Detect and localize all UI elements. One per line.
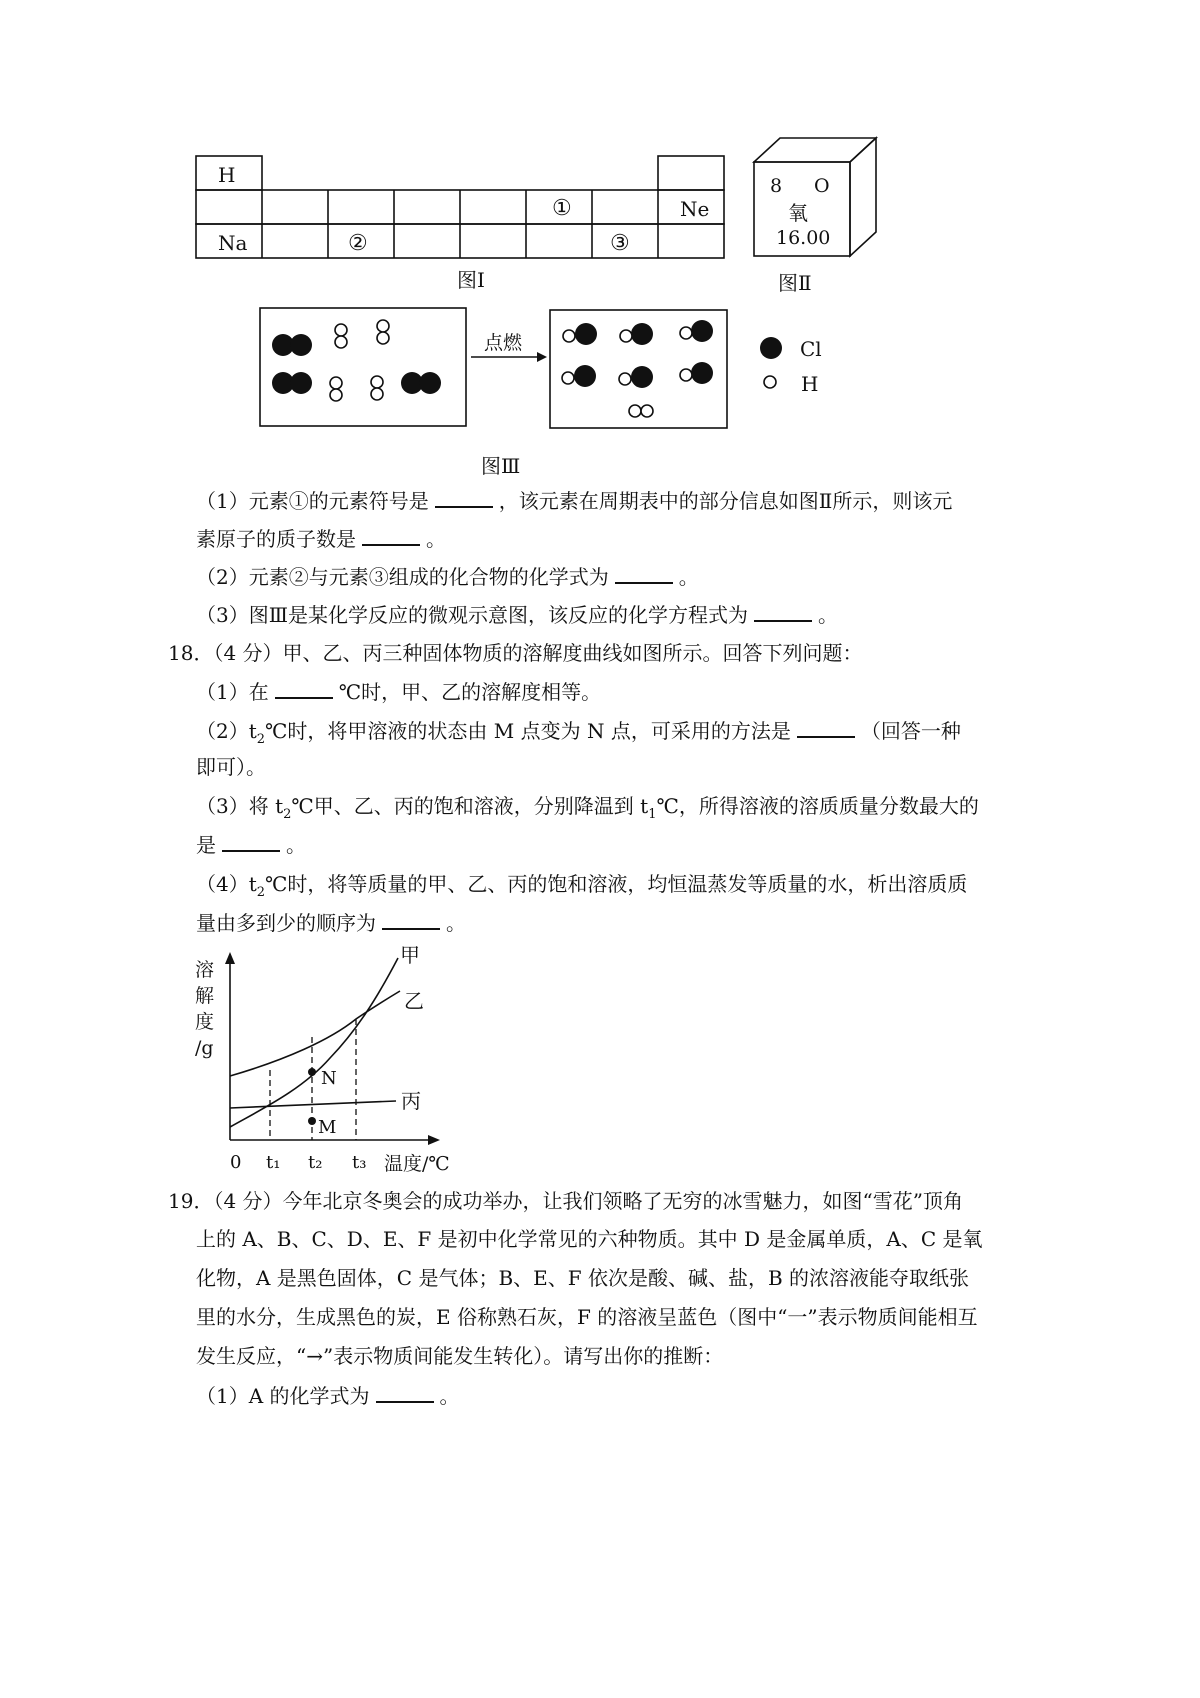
cell-na: Na	[218, 231, 248, 255]
q19-line2: 上的 A、B、C、D、E、F 是初中化学常见的六种物质。其中 D 是金属单质，A、C 是氧	[196, 1227, 983, 1251]
y-axis-arrow-icon	[225, 952, 235, 964]
x-tick-labels	[230, 1152, 366, 1173]
cell-circled-2: ②	[348, 231, 368, 256]
point-M	[308, 1117, 316, 1125]
q18-part2-line2: 即可）。	[196, 755, 266, 779]
arrow-label: 点燃	[484, 332, 523, 354]
solubility-chart	[190, 940, 490, 1180]
legend-h-icon	[764, 376, 776, 388]
q18-part3-line1: （3）将 $t_2℃$甲、乙、丙的饱和溶液，分别降温到 $t_1℃$，所得溶液的溶质质量分数最大的	[196, 794, 979, 822]
legend-cl-label: Cl	[800, 337, 822, 361]
q18-part1: （1）在 ℃时，甲、乙的溶解度相等。	[196, 680, 602, 704]
q19-line4: 里的水分，生成黑色的炭，E 俗称熟石灰，F 的溶液呈蓝色（图中“一”表示物质间能相互	[196, 1305, 978, 1329]
cell-circled-3: ③	[610, 231, 630, 256]
q18-blank-4[interactable]	[382, 910, 440, 930]
q17-part1-line1: （1）元素①的元素符号是 ，该元素在周期表中的部分信息如图Ⅱ所示，则该元	[196, 489, 953, 513]
y-label-char-0: 溶	[195, 959, 215, 981]
q18-part4-line2: 量由多到少的顺序为 。	[196, 911, 466, 935]
q17-blank-2[interactable]	[362, 526, 420, 546]
q17-blank-4[interactable]	[754, 602, 812, 622]
cl2-molecules	[272, 334, 441, 394]
element-number: 8	[770, 175, 783, 197]
q18-blank-3[interactable]	[222, 832, 280, 852]
cell-circled-1: ①	[552, 196, 572, 221]
y-axis-label	[195, 959, 214, 1059]
series-bing-line	[230, 1101, 396, 1108]
curves	[230, 943, 424, 1127]
cell-ne: Ne	[680, 197, 710, 221]
q17-part1-line2: 素原子的质子数是 。	[196, 527, 446, 551]
q18-part4-line1: $(4)t_2℃$时，将等质量的甲、乙、丙的饱和溶液，均恒温蒸发等质量的水，析出溶质质	[196, 872, 968, 900]
x-tick-0: 0	[230, 1152, 242, 1173]
q18-blank-1[interactable]	[275, 679, 333, 699]
hcl-molecules	[562, 320, 713, 417]
chart-axes	[230, 960, 432, 1140]
q19-blank-1[interactable]	[376, 1383, 434, 1403]
x-axis-arrow-icon	[428, 1135, 440, 1145]
q17-part3: （3）图Ⅲ是某化学反应的微观示意图，该反应的化学方程式为 。	[196, 603, 839, 627]
q19-part1: （1）A 的化学式为 。	[196, 1384, 460, 1408]
point-label-M: M	[318, 1117, 337, 1138]
x-tick-3: t₃	[352, 1152, 367, 1173]
y-label-char-2: 度	[195, 1011, 215, 1033]
x-tick-1: t₁	[266, 1152, 281, 1173]
figure-2-element-cube	[748, 132, 888, 298]
y-label-char-1: 解	[195, 985, 215, 1007]
series-yi-curve	[230, 991, 400, 1076]
series-label-0: 甲	[400, 943, 420, 967]
point-label-N: N	[321, 1068, 337, 1089]
figure-1-periodic-table	[190, 150, 735, 300]
q18-part3-line2: 是 。	[196, 833, 306, 857]
q17-part2: （2）元素②与元素③组成的化合物的化学式为 。	[196, 565, 699, 589]
q18-stem: 18．（4 分）甲、乙、丙三种固体物质的溶解度曲线如图所示。回答下列问题：	[168, 641, 863, 665]
q17-blank-3[interactable]	[615, 564, 673, 584]
element-symbol: O	[814, 175, 830, 197]
series-label-1: 乙	[404, 989, 424, 1013]
q19-line5: 发生反应，“→”表示物质间能发生转化）。请写出你的推断：	[196, 1344, 724, 1368]
y-label-char-3: /g	[195, 1037, 214, 1059]
q17-blank-1[interactable]	[435, 488, 493, 508]
element-name: 氧	[788, 201, 808, 225]
figure-3-reaction-diagram	[255, 305, 855, 483]
figure-3-caption: 图Ⅲ	[481, 454, 521, 478]
legend-cl-icon	[760, 337, 782, 359]
h2-molecules	[330, 320, 389, 401]
element-mass: 16.00	[776, 227, 831, 249]
x-tick-2: t₂	[308, 1152, 323, 1173]
q18-part2-line1: $(2)t_2℃$时，将甲溶液的状态由 M 点变为 N 点，可采用的方法是 （回答一种	[196, 719, 961, 747]
cell-h: H	[218, 163, 236, 187]
figure-2-caption: 图Ⅱ	[778, 271, 812, 295]
q19-line1: 19．（4 分）今年北京冬奥会的成功举办，让我们领略了无穷的冰雪魅力，如图“雪花”顶角	[168, 1189, 963, 1213]
q19-line3: 化物，A 是黑色固体，C 是气体；B、E、F 依次是酸、碱、盐，B 的浓溶液能夺取纸张	[196, 1266, 970, 1290]
series-label-2: 丙	[401, 1089, 421, 1113]
x-axis-label: 温度/℃	[384, 1153, 450, 1175]
figure-1-caption: 图Ⅰ	[457, 268, 485, 292]
legend-h-label: H	[801, 372, 819, 396]
q18-blank-2[interactable]	[797, 718, 855, 738]
point-N	[308, 1068, 316, 1076]
